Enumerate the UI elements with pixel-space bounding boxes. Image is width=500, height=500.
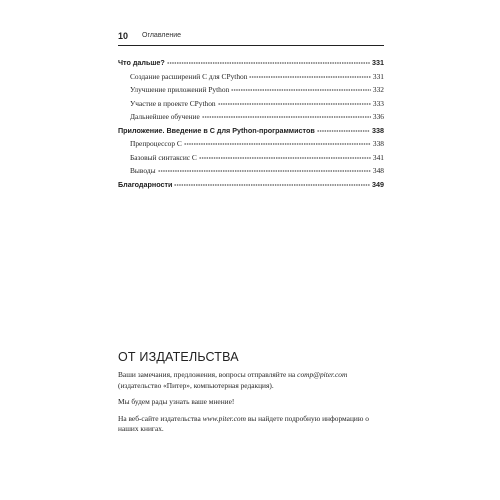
page-number: 10 — [118, 31, 129, 41]
toc-section[interactable] — [118, 139, 384, 153]
toc-section[interactable] — [118, 166, 384, 180]
toc-entry-page: 331 — [372, 58, 384, 67]
toc-entry-title: Создание расширений С для CPython — [130, 71, 248, 81]
toc-section[interactable] — [118, 112, 384, 126]
toc-entry-page: 348 — [372, 166, 384, 175]
toc-entry-page: 338 — [372, 125, 384, 135]
toc-section[interactable] — [118, 85, 384, 99]
toc-section[interactable] — [118, 99, 384, 113]
running-title: Оглавление — [142, 32, 182, 39]
publisher-note — [118, 350, 384, 441]
toc-entry-page: 349 — [372, 179, 384, 189]
website-link[interactable]: www.piter.com — [202, 413, 246, 423]
toc-entry-title: Участие в проекте CPython — [130, 98, 216, 108]
dot-leader — [199, 157, 371, 159]
toc-entry-page: 338 — [372, 139, 384, 148]
dot-leader — [249, 76, 370, 78]
toc-chapter[interactable] — [118, 126, 384, 140]
feedback-paragraph: Мы будем рады узнать ваше мнение! — [118, 397, 235, 406]
toc-entry-title: Улучшение приложений Python — [130, 85, 230, 94]
dot-leader — [202, 116, 371, 118]
toc-entry-title: Выводы — [130, 166, 156, 175]
contact-paragraph: Ваши замечания, предложения, вопросы отправляйте на comp@piter.com (издательство «Питер», компьютерная редакция). — [118, 370, 348, 390]
toc-entry-title: Базовый синтаксис С — [130, 152, 197, 162]
dot-leader — [184, 143, 371, 145]
website-paragraph: На веб-сайте издательства www.piter.com вы найдете подробную информацию о наших книгах. — [118, 413, 369, 433]
toc-entry-page: 331 — [372, 71, 384, 81]
toc-entry-title: Дальнейшее обучение — [130, 112, 200, 121]
toc-chapter[interactable] — [118, 180, 384, 194]
toc-entry-title: Что дальше? — [118, 58, 165, 67]
section-heading: ОТ ИЗДАТЕЛЬСТВА — [118, 350, 239, 364]
toc-entry-title: Приложение. Введение в С для Python-программистов — [118, 125, 315, 135]
table-of-contents — [118, 58, 384, 193]
toc-entry-page: 332 — [372, 85, 384, 94]
toc-section[interactable] — [118, 153, 384, 167]
toc-entry-page: 333 — [372, 98, 384, 108]
dot-leader — [167, 62, 370, 64]
email-link[interactable]: comp@piter.com — [297, 370, 348, 379]
dot-leader — [218, 103, 371, 105]
dot-leader — [158, 170, 371, 172]
toc-entry-page: 336 — [372, 112, 384, 121]
dot-leader — [231, 89, 371, 91]
toc-chapter[interactable] — [118, 58, 384, 72]
dot-leader — [174, 184, 370, 186]
dot-leader — [317, 130, 370, 132]
toc-entry-title: Препроцессор С — [130, 139, 182, 148]
page-header — [118, 31, 384, 46]
toc-section[interactable] — [118, 72, 384, 86]
toc-entry-title: Благодарности — [118, 179, 173, 189]
toc-entry-page: 341 — [372, 152, 384, 162]
